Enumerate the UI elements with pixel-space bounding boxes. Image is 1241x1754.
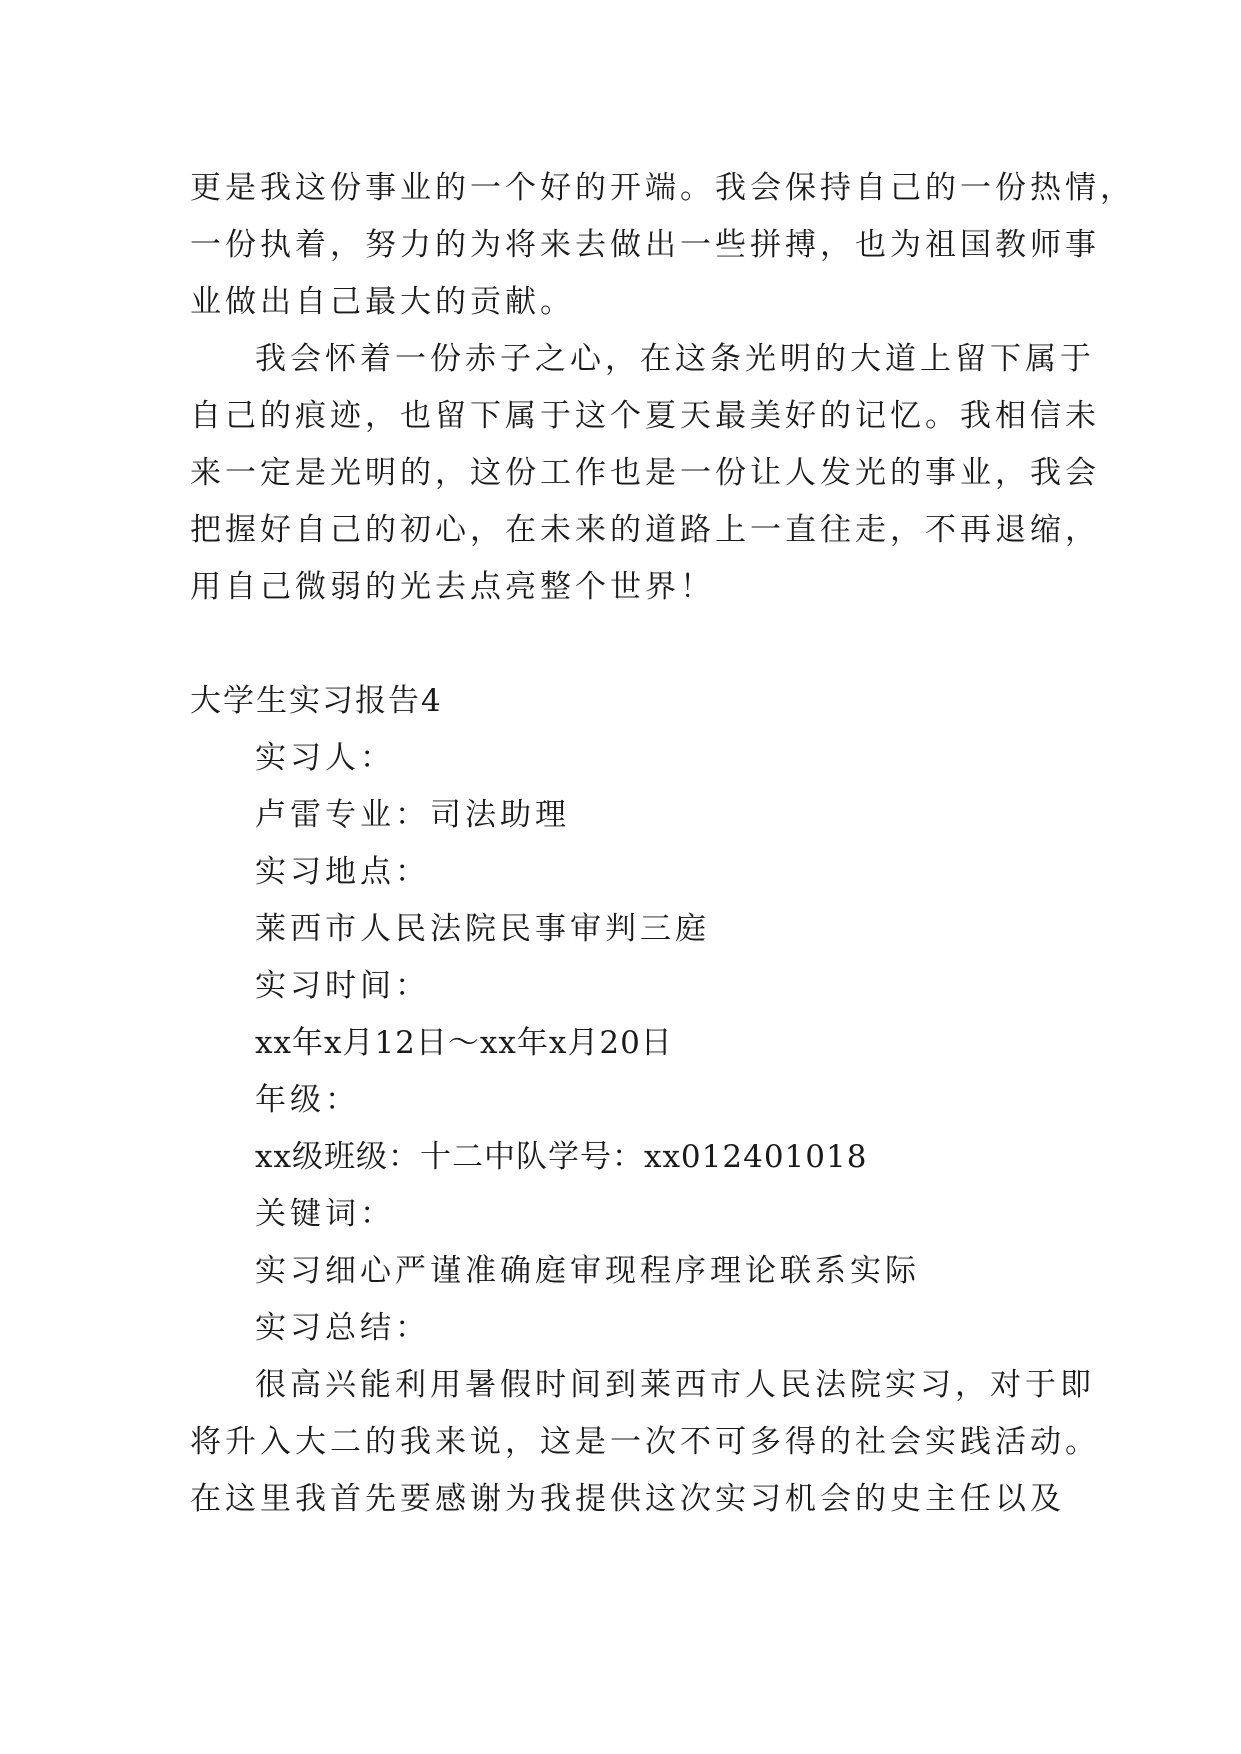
paragraph-line: 用自己微弱的光去点亮整个世界！ bbox=[190, 569, 715, 605]
field-value: 莱西市人民法院民事审判三庭 bbox=[255, 911, 710, 947]
paragraph-line: 在这里我首先要感谢为我提供这次实习机会的史主任以及 bbox=[190, 1481, 1065, 1517]
paragraph-line: 很高兴能利用暑假时间到莱西市人民法院实习，对于即 bbox=[255, 1367, 1095, 1403]
paragraph-line: 更是我这份事业的一个好的开端。我会保持自己的一份热情， bbox=[190, 170, 1135, 206]
paragraph-line: 一份执着，努力的为将来去做出一些拼搏，也为祖国教师事 bbox=[190, 227, 1100, 263]
field-label: 实习人： bbox=[255, 740, 395, 776]
field-label: 实习地点： bbox=[255, 854, 430, 890]
paragraph-line: 业做出自己最大的贡献。 bbox=[190, 284, 575, 320]
paragraph-line: 我会怀着一份赤子之心，在这条光明的大道上留下属于 bbox=[255, 341, 1095, 377]
field-value: xx级班级：十二中队学号：xx012401018 bbox=[255, 1139, 868, 1175]
field-label: 实习时间： bbox=[255, 968, 430, 1004]
field-label: 实习总结： bbox=[255, 1310, 430, 1346]
field-value: 卢雷专业：司法助理 bbox=[255, 797, 570, 833]
paragraph-line: 将升入大二的我来说，这是一次不可多得的社会实践活动。 bbox=[190, 1424, 1100, 1460]
field-label: 关键词： bbox=[255, 1196, 395, 1232]
field-value: 实习细心严谨准确庭审现程序理论联系实际 bbox=[255, 1253, 920, 1289]
section-title: 大学生实习报告4 bbox=[190, 683, 443, 719]
paragraph-line: 把握好自己的初心，在未来的道路上一直往走，不再退缩， bbox=[190, 512, 1100, 548]
paragraph-line: 来一定是光明的，这份工作也是一份让人发光的事业，我会 bbox=[190, 455, 1100, 491]
field-label: 年级： bbox=[255, 1082, 360, 1118]
field-value: xx年x月12日～xx年x月20日 bbox=[255, 1025, 673, 1061]
paragraph-line: 自己的痕迹，也留下属于这个夏天最美好的记忆。我相信未 bbox=[190, 398, 1100, 434]
